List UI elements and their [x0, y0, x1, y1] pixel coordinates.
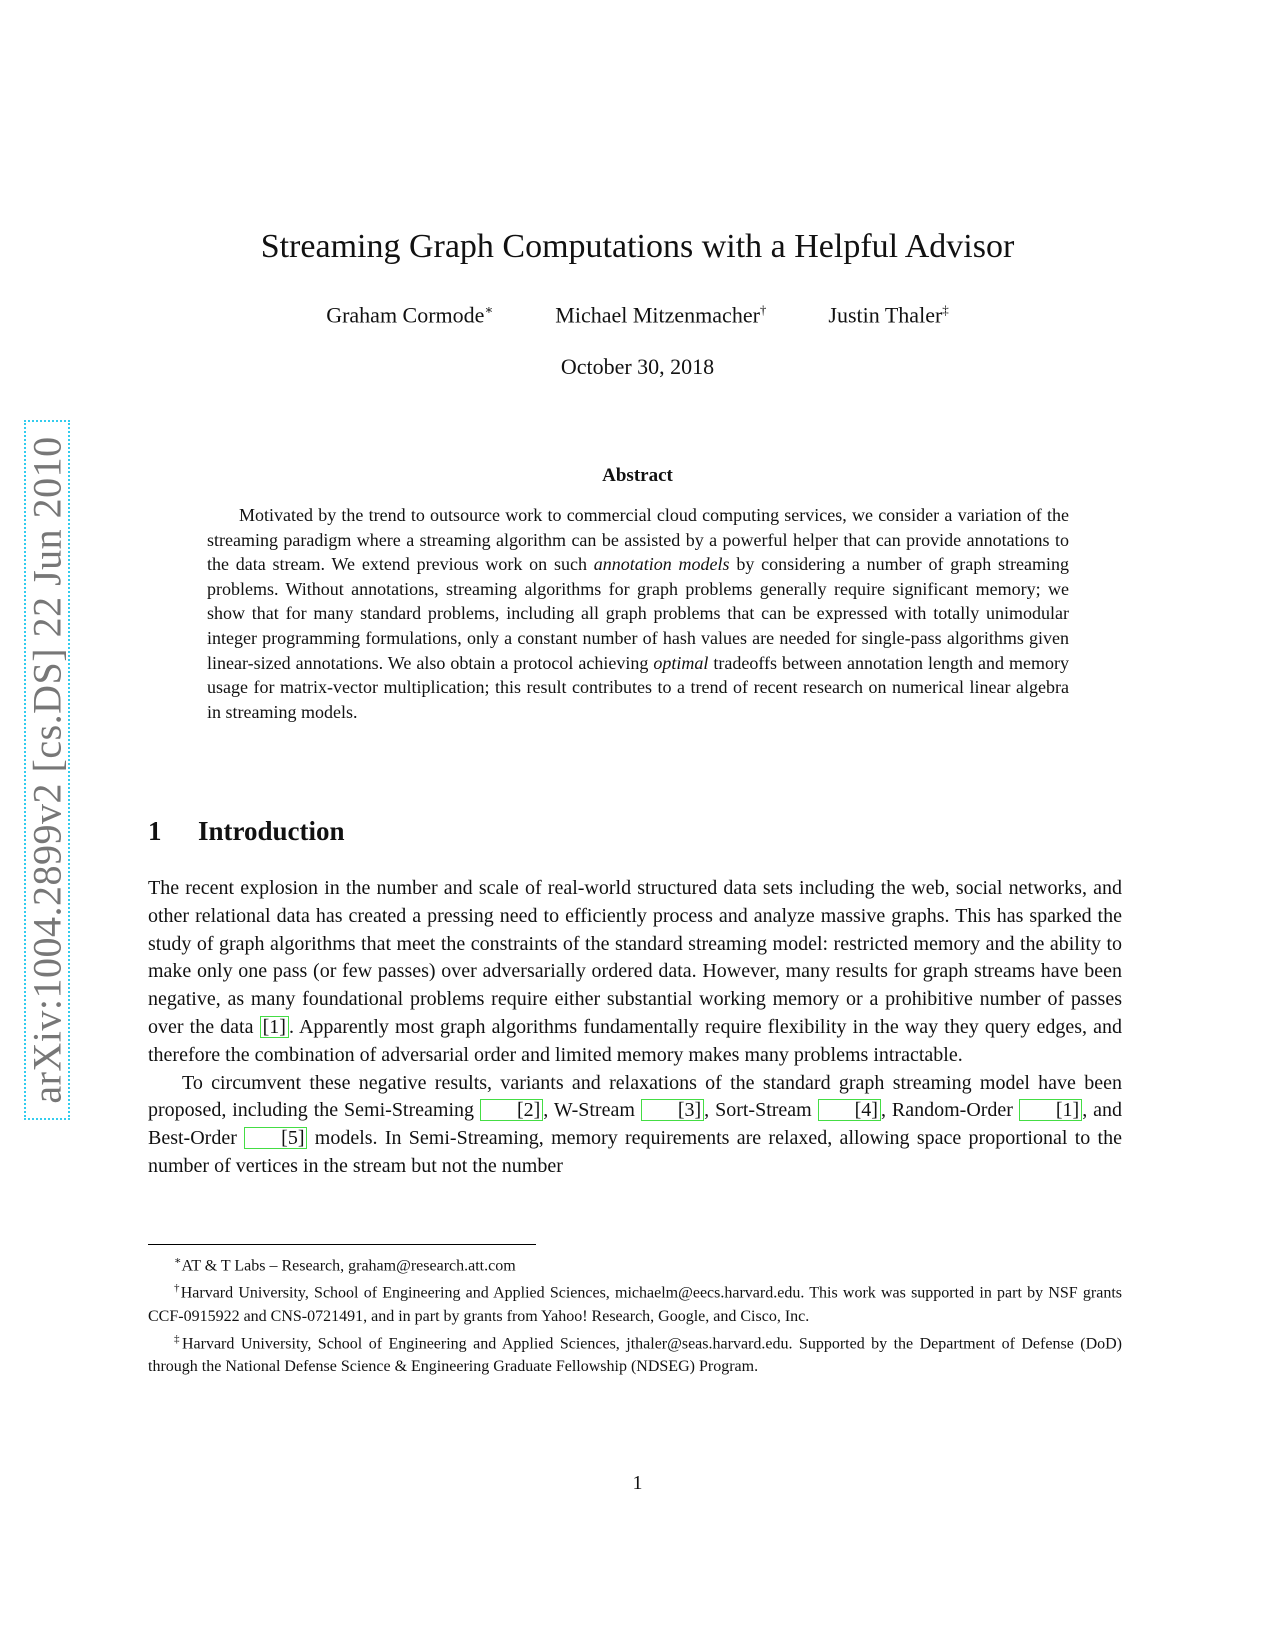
text-segment: models. In Semi-Streaming, memory requirements are relaxed, allowing space proportional to the number of vertices in the stream but not the number: [148, 1127, 1122, 1177]
author-footnote-mark: ∗: [484, 302, 494, 317]
citation-link[interactable]: [3]: [641, 1099, 704, 1121]
arxiv-identifier-text: arXiv:1004.2899v2 [cs.DS] 22 Jun 2010: [24, 436, 70, 1104]
citation-link[interactable]: [1]: [1019, 1099, 1082, 1121]
footnote: [148, 1328, 1122, 1378]
text-segment: , and Best-Order: [148, 1099, 1122, 1150]
author-name: Graham Cormode: [326, 302, 485, 328]
arxiv-identifier-stamp[interactable]: [24, 420, 70, 1120]
text-segment: , Sort-Stream: [704, 1099, 818, 1122]
citation-link[interactable]: [4]: [818, 1099, 881, 1121]
abstract-emphasis: optimal: [653, 652, 709, 673]
abstract-text: [207, 503, 1069, 724]
footnote-text: Harvard University, School of Engineering and Applied Sciences, jthaler@seas.harvard.edu. Supported by the Department of Defense (DoD) through the National Defense Science & Engineering Graduate Fellowship (NDSEG) Program.: [148, 1334, 1123, 1375]
author-name: Justin Thaler: [828, 302, 943, 328]
footnote-divider: [148, 1244, 536, 1245]
section-title: Introduction: [198, 816, 345, 846]
footnote-mark: ∗: [174, 1255, 182, 1267]
author-footnote-mark: ‡: [942, 302, 949, 317]
paragraph: [148, 1070, 1122, 1181]
citation-link[interactable]: [1]: [260, 1016, 289, 1038]
footnote-text: AT & T Labs – Research, graham@research.att.com: [181, 1257, 516, 1275]
abstract-segment: tradeoffs between annotation length and memory usage for matrix-vector multiplication; this result contributes to a trend of recent research on numerical linear algebra in streaming models.: [207, 652, 1069, 722]
footnotes: [148, 1250, 1122, 1378]
section-number: 1: [148, 816, 162, 846]
text-segment: The recent explosion in the number and scale of real-world structured data sets including the web, social networks, and other relational data has created a pressing need to efficiently process and analyze massive graphs. This has sparked the study of graph algorithms that meet the constraints of the standard streaming model: restricted memory and the ability to make only one pass (or few passes) over adversarially ordered data. However, many results for graph streams have been negative, as many foundational problems require either substantial working memory or a prohibitive number of passes over the data: [148, 877, 1122, 1038]
footnote-mark: †: [174, 1282, 181, 1295]
author: [326, 302, 493, 328]
abstract-segment: Motivated by the trend to outsource work to commercial cloud computing services, we consider a variation of the streaming paradigm where a streaming algorithm can be assisted by a powerful helper that can provide annotations to the data stream. We extend previous work on such: [207, 505, 1069, 575]
abstract-emphasis: annotation models: [593, 554, 730, 575]
author-list: [0, 302, 1275, 328]
text-segment: , W-Stream: [543, 1099, 641, 1122]
paragraph: [148, 875, 1122, 1070]
abstract-segment: by considering a number of graph streaming problems. Without annotations, streaming algorithms for graph problems generally require significant memory; we show that for many standard problems, including all graph problems that can be expressed with totally unimodular integer programming formulations, only a constant number of hash values are needed for single-pass algorithms given linear-sized annotations. We also obtain a protocol achieving: [207, 554, 1069, 673]
footnote: [148, 1250, 1122, 1277]
author: [828, 302, 948, 328]
abstract-heading: Abstract: [602, 465, 673, 486]
text-segment: , Random-Order: [880, 1099, 1019, 1122]
footnote: [148, 1277, 1122, 1327]
section-heading-introduction: [148, 816, 345, 847]
footnote-mark: ‡: [174, 1332, 182, 1345]
citation-link[interactable]: [5]: [244, 1127, 307, 1149]
introduction-body: [148, 875, 1122, 1181]
text-segment: To circumvent these negative results, variants and relaxations of the standard graph streaming model have been proposed, including the Semi-Streaming: [148, 1071, 1122, 1122]
author: [555, 302, 766, 328]
footnote-text: Harvard University, School of Engineering and Applied Sciences, michaelm@eecs.harvard.edu. This work was supported in part by NSF grants CCF-0915922 and CNS-0721491, and in part by grants from Yahoo! Research, Google, and Cisco, Inc.: [148, 1284, 1123, 1325]
citation-link[interactable]: [2]: [480, 1099, 543, 1121]
page-number: 1: [632, 1472, 643, 1494]
paper-date: October 30, 2018: [560, 354, 715, 379]
author-footnote-mark: †: [759, 302, 767, 317]
text-segment: . Apparently most graph algorithms fundamentally require flexibility in the way they query edges, and therefore the combination of adversarial order and limited memory makes many problems intractable.: [148, 1015, 1122, 1066]
author-name: Michael Mitzenmacher: [555, 302, 760, 328]
paper-title: Streaming Graph Computations with a Helpful Advisor: [260, 228, 1015, 265]
